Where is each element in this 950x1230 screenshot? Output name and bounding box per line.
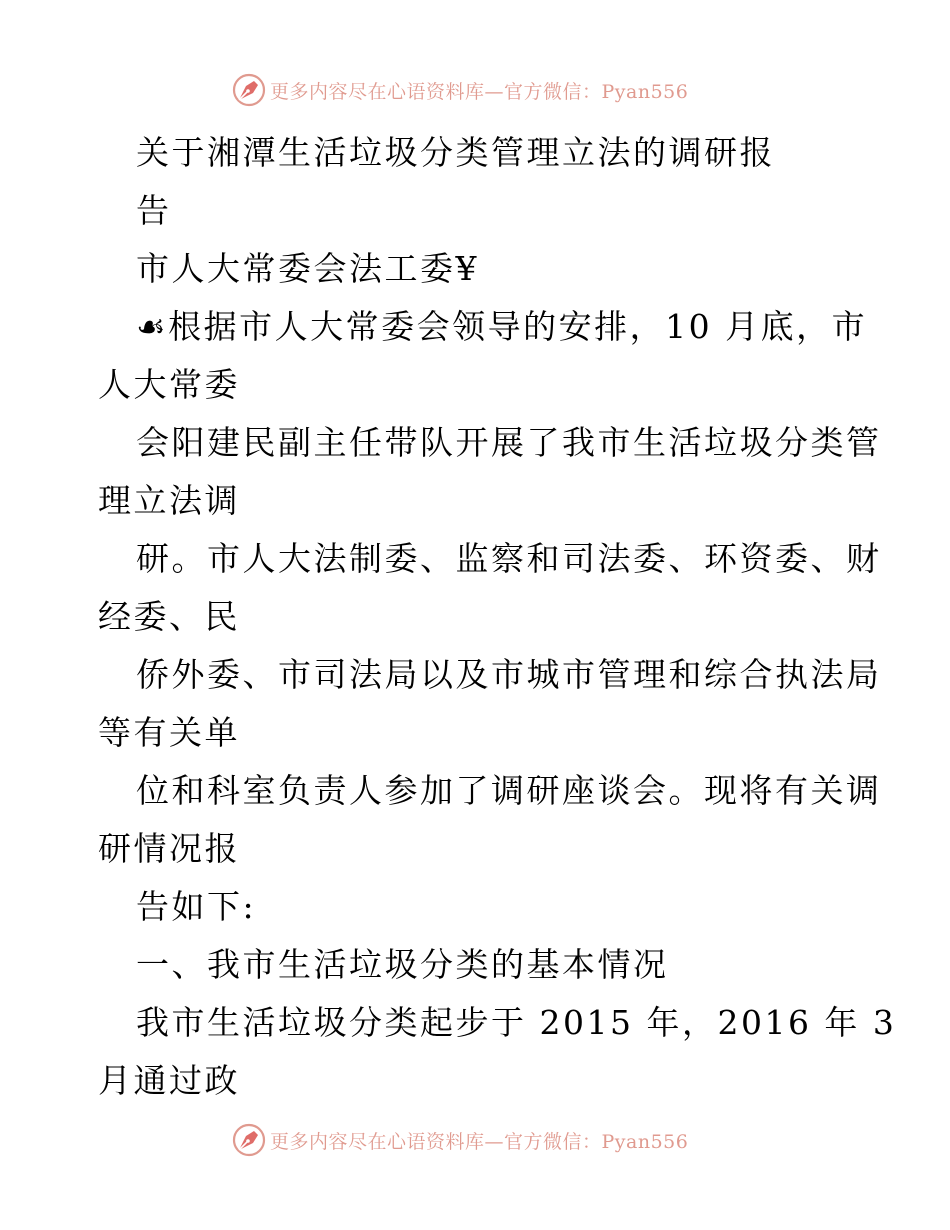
text-line: 经委、民 xyxy=(98,597,240,636)
watermark-text: 更多内容尽在心语资料库—官方微信：Pyan556 xyxy=(270,80,689,103)
text-line: 研情况报 xyxy=(98,829,240,868)
pen-nib-logo-icon xyxy=(232,1123,266,1157)
text-line: 侨外委、市司法局以及市城市管理和综合执法局 xyxy=(136,655,882,694)
text-line: 市人大常委会法工委¥ xyxy=(136,249,479,288)
text-line: 会阳建民副主任带队开展了我市生活垃圾分类管 xyxy=(136,423,882,462)
text-line: 我市生活垃圾分类起步于 2015 年，2016 年 3 xyxy=(136,1003,897,1042)
text-line: 月通过政 xyxy=(98,1061,240,1100)
text-line: ☙根据市人大常委会领导的安排，10 月底，市 xyxy=(136,307,868,346)
text-line: 人大常委 xyxy=(98,365,240,404)
text-line: 等有关单 xyxy=(98,713,240,752)
document-body xyxy=(98,124,897,1110)
header-watermark xyxy=(232,72,688,108)
text-line: 关于湘潭生活垃圾分类管理立法的调研报 xyxy=(136,133,775,172)
text-line: 理立法调 xyxy=(98,481,240,520)
watermark-text: 更多内容尽在心语资料库—官方微信：Pyan556 xyxy=(270,1130,689,1153)
text-line: 位和科室负责人参加了调研座谈会。现将有关调 xyxy=(136,771,882,810)
pen-nib-logo-icon xyxy=(232,73,266,107)
text-line: 告如下: xyxy=(136,887,257,926)
text-line: 研。市人大法制委、监察和司法委、环资委、财 xyxy=(136,539,882,578)
text-line: 一、我市生活垃圾分类的基本情况 xyxy=(136,945,669,984)
text-line: 告 xyxy=(136,191,172,230)
footer-watermark xyxy=(232,1122,688,1158)
